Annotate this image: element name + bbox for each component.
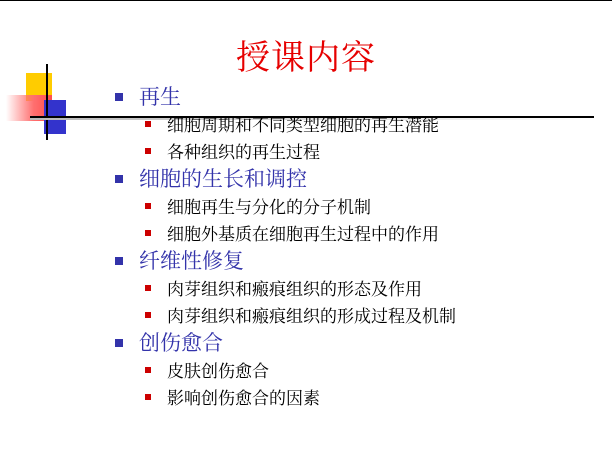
list-item [115, 383, 456, 410]
square-bullet-icon [145, 121, 151, 127]
square-bullet-icon [145, 230, 151, 236]
section-heading-text: 纤维性修复 [139, 249, 244, 273]
section-wound-healing [115, 328, 456, 410]
list-item [115, 274, 456, 301]
list-item [115, 219, 456, 246]
list-item-text: 肉芽组织和瘢痕组织的形成过程及机制 [167, 307, 456, 327]
square-bullet-icon [115, 175, 123, 183]
section-cell-growth [115, 164, 456, 246]
section-heading [115, 328, 456, 356]
list-item-text: 各种组织的再生过程 [167, 143, 320, 163]
top-border [0, 0, 612, 1]
square-bullet-icon [145, 203, 151, 209]
list-item [115, 110, 456, 137]
list-item-text: 皮肤创伤愈合 [167, 362, 269, 382]
list-item [115, 356, 456, 383]
square-bullet-icon [145, 312, 151, 318]
slide-title: 授课内容 [236, 38, 376, 78]
section-regeneration [115, 82, 456, 164]
list-item-text: 影响创伤愈合的因素 [167, 389, 320, 409]
section-fibrous-repair [115, 246, 456, 328]
section-heading [115, 164, 456, 192]
list-item [115, 192, 456, 219]
list-item [115, 301, 456, 328]
square-bullet-icon [115, 257, 123, 265]
section-heading-text: 创伤愈合 [139, 331, 223, 355]
section-heading [115, 246, 456, 274]
section-heading-text: 细胞的生长和调控 [139, 167, 307, 191]
list-item-text: 肉芽组织和瘢痕组织的形态及作用 [167, 280, 422, 300]
list-item-text: 细胞周期和不同类型细胞的再生潜能 [167, 116, 439, 136]
square-bullet-icon [145, 285, 151, 291]
square-bullet-icon [115, 339, 123, 347]
square-bullet-icon [145, 148, 151, 154]
square-bullet-icon [145, 394, 151, 400]
section-heading [115, 82, 456, 110]
section-heading-text: 再生 [139, 85, 181, 109]
square-bullet-icon [145, 367, 151, 373]
outline-content [115, 82, 456, 410]
square-bullet-icon [115, 93, 123, 101]
list-item [115, 137, 456, 164]
list-item-text: 细胞再生与分化的分子机制 [167, 198, 371, 218]
list-item-text: 细胞外基质在细胞再生过程中的作用 [167, 225, 439, 245]
